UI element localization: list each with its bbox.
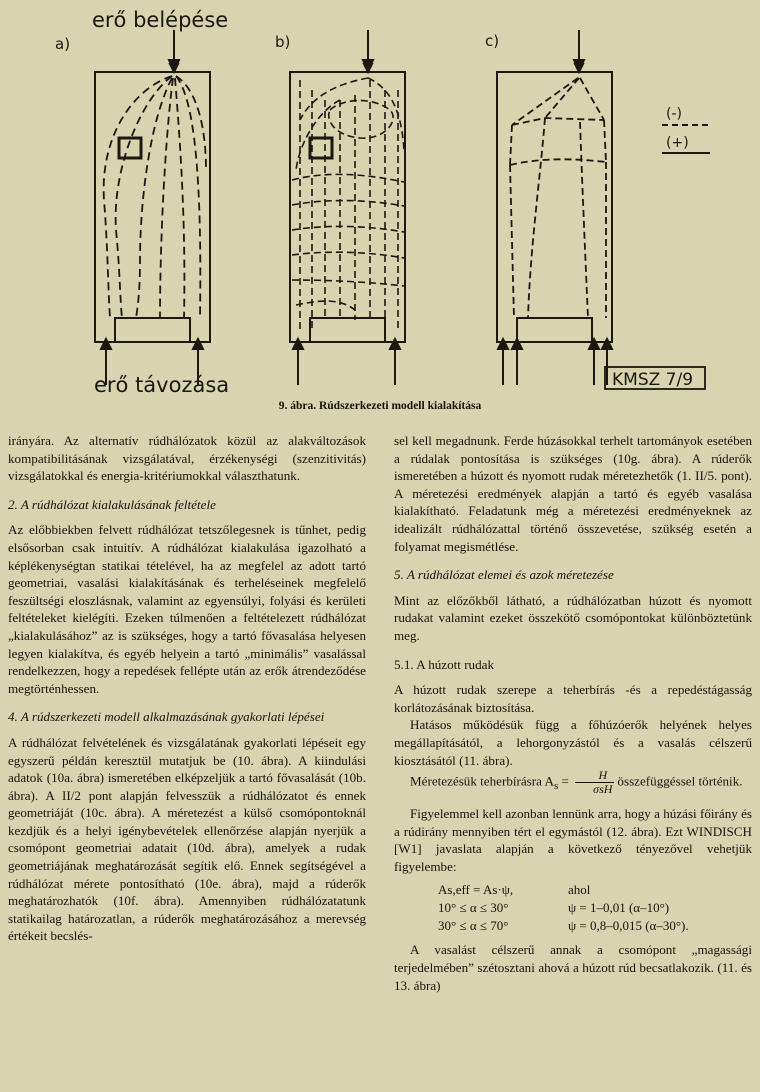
formula-row (438, 881, 752, 899)
force-exit-label: erő távozása (94, 373, 230, 397)
left-column (8, 432, 366, 945)
legend-tension: (+) (666, 135, 689, 151)
paragraph: Hatásos működésük függ a főhúzóerők helyének helyes megállapításától, a lehorgonyzástól és a vasalás célszerű kiosztásától (11. ábra). (394, 717, 752, 768)
text-span: = (558, 773, 573, 789)
paragraph: Az előbbiekben felvett rúdhálózat tetszőlegesnek is tűnhet, pedig elsősorban csak intuitív. A rúdhálózat kialakulása igazolható a képlékenységtan statikai tételével, ha az megfelel az adott tartó geometriai, vasalási kialakításának és terheléseinek megfelelő feszültségi eloszlásnak, valamint az egyensúlyi, folyási és kerületi feltételeket kielégíti. Ezeken túlmenően a feltételezett rúdhálózat „kialakulásához” az is szükséges, hogy a tartó fővasalása helyesen legyen kialakítva, és egyéb helyein a tartó „minimális” vasalással rendelkezzen, hogy a repedések fellépte után az erők átrendeződése megtörténhessen. (8, 522, 366, 696)
formula-row (438, 917, 752, 935)
panel-a-drawing (95, 30, 210, 385)
formula-table (438, 881, 752, 935)
paragraph: A rúdhálózat felvételének és vizsgálatának gyakorlati lépéseit egy egyszerű példán keresztül mutatjuk be (10. ábra). A kiindulási adatok (10a. ábra) ismeretében elképzeljük a tartó fővasalását (10b. ábra). A II/2 pont alapján felvesszük a rúdhálózatot és ennek geometriáját (10c. ábra). A méretezést a külső csomópontoknál kezdjük és a helyi igénybevételek ellenőrzése alapján nyerjük a csomópont geometriai adatait (10d. ábra), amelyek a rudak geometriájának meghatározását segítik elő. Ennek segítségével a rúdhálózat mérete pontosítható (10e. ábra), majd a rúderők meghatározhatók (10f. ábra). Amennyiben rúdhálózatatunk statikailag határozatlan, a rúderők meghatározásához a merevség értékeit becslés- (8, 734, 366, 944)
formula-cell: 30° ≤ α ≤ 70° (438, 918, 509, 934)
panel-b-label: b) (275, 33, 291, 51)
section-heading: 5. A rúdhálózat elemei és azok méretezése (394, 567, 614, 583)
paragraph: A vasalást célszerű annak a csomópont „magassági terjedelmében” szétosztani ahová a húzott rúd becsatlakozik. (11. és 13. ábra) (394, 942, 752, 993)
paragraph: A húzott rudak szerepe a teherbírás -és a repedéstágasság korlátozásának biztosítása. (394, 682, 752, 715)
kmsz-stamp: KMSZ 7/9 (612, 370, 694, 390)
formula-cell: ψ = 1–0,01 (α–10°) (568, 900, 670, 916)
panel-b-drawing (290, 30, 405, 385)
paragraph: Figyelemmel kell azonban lennünk arra, hogy a húzási főirány és a rúdirány mennyiben tért el egymástól (12. ábra). Ezt WINDISCH [W1] javaslata alapján a következő tényezővel vehetjük figyelembe: (394, 806, 752, 874)
section-heading: 2. A rúdhálózat kialakulásának feltétele (8, 496, 216, 512)
formula-cell: ahol (568, 882, 591, 898)
figure-caption: 9. ábra. Rúdszerkezeti modell kialakítása (278, 400, 482, 412)
subscript: s (553, 780, 559, 793)
panel-c-label: c) (485, 32, 500, 50)
text-span: Méretezésük teherbírásra A (410, 773, 554, 789)
sizing-formula-paragraph (394, 769, 752, 796)
strut-model-figure (0, 0, 760, 400)
panel-a-label: a) (55, 35, 71, 53)
force-entry-label: erő belépése (92, 8, 229, 32)
section-heading: 4. A rúdszerkezeti modell alkalmazásának gyakorlati lépései (8, 709, 325, 725)
panel-c-drawing (497, 30, 612, 385)
fraction-numerator: H (575, 769, 614, 783)
formula-cell: ψ = 0,8–0,015 (α–30°). (568, 918, 689, 934)
fraction-denominator: σsH (593, 782, 613, 797)
paragraph: sel kell megadnunk. Ferde húzásokkal terhelt tartományok esetében a rúdalak pontosítása is szükséges (10g. ábra). A rúderők ismeretében a húzott és nyomott rudak méretezhetők (1. II/5. pont). A méretezési eredmények alapján a tartó és egyéb vasalása kialakítható. Feladatunk még a méretezési eredményeknek az idealizált rúdhálózattal történő összevetése, szükség esetén a folyamat megismétlése. (394, 433, 752, 554)
fraction (575, 769, 614, 796)
paragraph: irányára. Az alternatív rúdhálózatok közül az alakváltozások kompatibilitásának vizsgálatával, érzékenységi (szenzitivitás) vizsgálatokkal és energia-kritériumokkal választhatunk. (8, 433, 366, 484)
subsection-heading: 5.1. A húzott rudak (394, 656, 495, 672)
text-span: összefüggéssel történik. (617, 773, 743, 789)
right-column (394, 432, 752, 994)
legend-compression: (-) (666, 106, 682, 122)
paragraph: Mint az előzőkből látható, a rúdhálózatban húzott és nyomott rudakat valamint ezeket összekötő csomópontokat különböztetünk meg. (394, 592, 752, 643)
formula-cell: 10° ≤ α ≤ 30° (438, 900, 509, 916)
formula-row (438, 899, 752, 917)
formula-cell: As,eff = As·ψ, (438, 882, 514, 898)
